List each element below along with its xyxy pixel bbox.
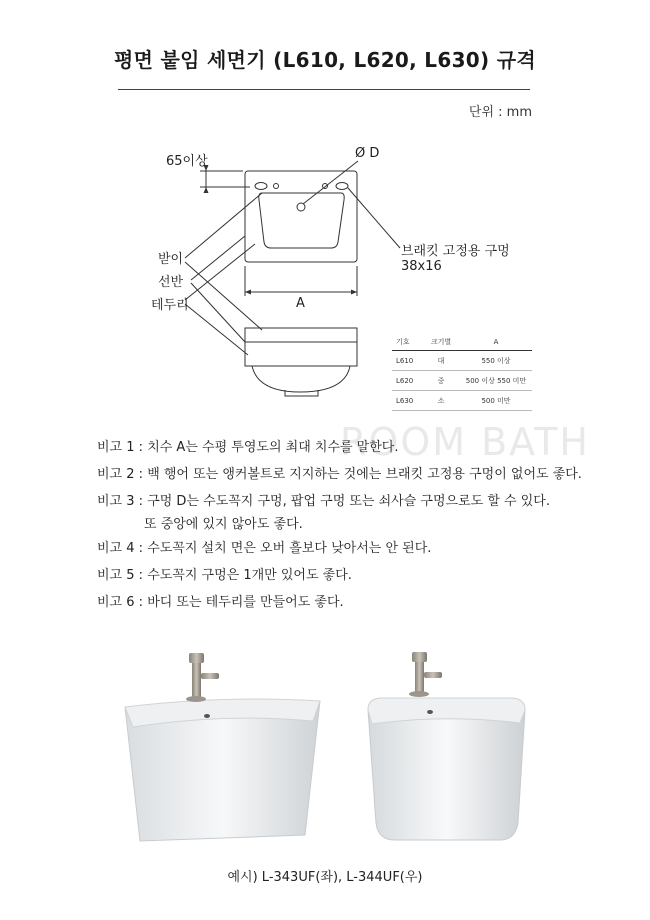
watermark: ROOM BATH [340,420,590,464]
note-4: 비고 4 : 수도꼭지 설치 면은 오버 흘보다 낮아서는 안 된다. [97,541,432,556]
note-label: 비고 6 [97,595,135,610]
basin-technical-drawing [0,0,650,420]
page-title: 평면 붙임 세면기 (L610, L620, L630) 규격 [114,48,536,72]
rim-label-1: 받이 [158,252,184,267]
table-row [392,391,532,411]
table-cell: 소 [422,391,460,411]
note-subtext: 또 중앙에 있지 않아도 좋다. [144,517,303,532]
note-text: 수도꼭지 설치 면은 오버 흘보다 낮아서는 안 된다. [147,541,432,556]
rim-label-3: 테두리 [151,298,189,313]
unit-label: 단위 : mm [468,105,532,120]
table-cell: 500 이상 550 미만 [460,371,532,391]
rim-label-2: 선반 [158,275,184,290]
table-header-cell: 크기별 [422,334,460,351]
dimension-65-label: 65이상 [166,154,208,169]
table-cell: 550 이상 [460,351,532,371]
note-label: 비고 2 [97,467,135,482]
table-cell: 대 [422,351,460,371]
basin-photo-right [360,648,535,848]
table-row [392,371,532,391]
dimension-a-label: A [296,296,305,311]
table-cell: L630 [392,391,422,411]
bracket-hole-right [336,183,348,190]
note-6: 비고 6 : 바디 또는 테두리를 만들어도 좋다. [97,595,344,610]
note-3: 비고 3 : 구멍 D는 수도꼭지 구멍, 팝업 구멍 또는 쇠사슬 구멍으로도 할 수 있다. 또 중앙에 있지 않아도 좋다. [97,494,550,532]
basin-bowl-outline [259,193,344,248]
size-spec-table [392,334,532,411]
table-row [392,351,532,371]
table-cell: L610 [392,351,422,371]
note-label: 비고 4 [97,541,135,556]
example-caption: 예시) L-343UF(좌), L-344UF(우) [227,870,423,885]
note-1: 비고 1 : 치수 A는 수평 투영도의 최대 치수를 말한다. [97,440,399,455]
note-label: 비고 3 [97,494,135,509]
basin-front-outline [245,328,357,366]
note-label: 비고 1 [97,440,135,455]
note-label: 비고 5 [97,568,135,583]
note-text: 치수 A는 수평 투영도의 최대 치수를 말한다. [147,440,399,455]
bracket-hole-left [255,183,267,190]
bracket-hole-size-label: 38x16 [401,259,442,274]
basin-photo-left [115,645,335,855]
table-cell: L620 [392,371,422,391]
table-header-cell: 기호 [392,334,422,351]
hole-d [297,203,305,211]
note-text: 구멍 D는 수도꼭지 구멍, 팝업 구멍 또는 쇠사슬 구멍으로도 할 수 있다. [147,494,550,509]
note-text: 바디 또는 테두리를 만들어도 좋다. [147,595,344,610]
table-header-cell: A [460,334,532,351]
note-text: 백 행어 또는 앵커볼트로 지지하는 것에는 브래킷 고정용 구멍이 없어도 좋다. [147,467,582,482]
bracket-hole-label: 브래킷 고정용 구멍 [401,244,510,259]
tap-hole-left [274,184,279,189]
basin-front-bowl [252,366,350,392]
note-5: 비고 5 : 수도꼭지 구멍은 1개만 있어도 좋다. [97,568,352,583]
table-cell: 중 [422,371,460,391]
table-header-row [392,334,532,351]
note-text: 수도꼭지 구멍은 1개만 있어도 좋다. [147,568,352,583]
note-2: 비고 2 : 백 행어 또는 앵커볼트로 지지하는 것에는 브래킷 고정용 구멍이 없어도 좋다. [97,467,582,482]
hole-d-label: Ø D [355,146,380,161]
table-cell: 500 미만 [460,391,532,411]
